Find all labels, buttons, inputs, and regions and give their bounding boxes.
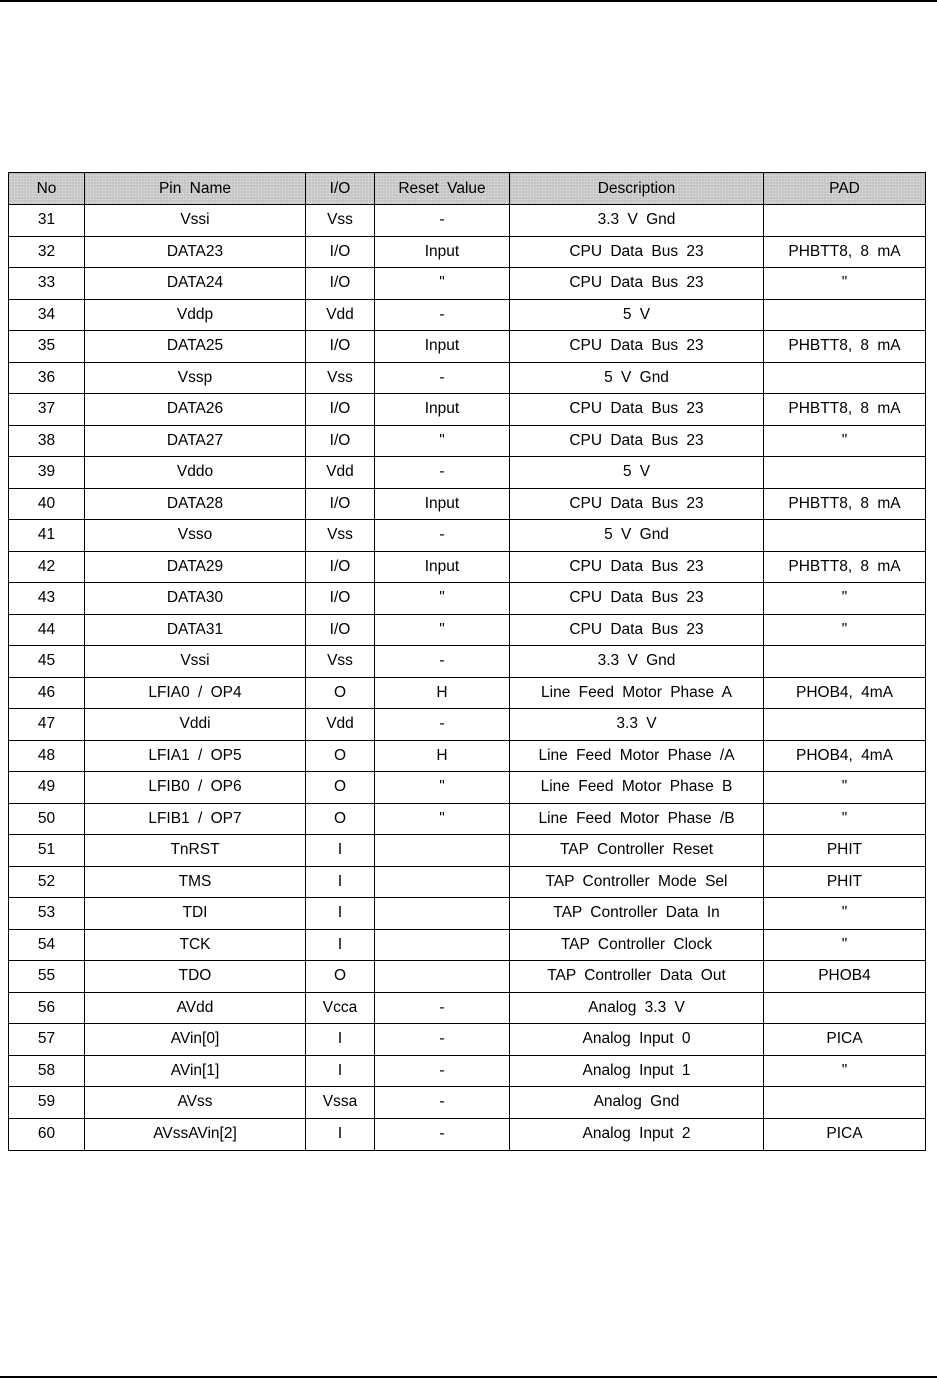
table-row xyxy=(9,614,926,646)
pin-name-cell: AVin[0] xyxy=(85,1024,306,1056)
no-cell: 53 xyxy=(9,898,85,930)
pad-cell xyxy=(764,646,926,678)
table-row xyxy=(9,1055,926,1087)
pin-name-cell: DATA27 xyxy=(85,425,306,457)
reset-value-cell: Input xyxy=(375,394,510,426)
io-cell: Vdd xyxy=(306,709,375,741)
pin-name-cell: TDO xyxy=(85,961,306,993)
reset-value-cell xyxy=(375,929,510,961)
no-cell: 51 xyxy=(9,835,85,867)
description-cell: 5 V Gnd xyxy=(510,362,764,394)
description-cell: 5 V Gnd xyxy=(510,520,764,552)
reset-value-cell: - xyxy=(375,299,510,331)
io-cell: I/O xyxy=(306,583,375,615)
reset-value-cell: - xyxy=(375,1118,510,1150)
no-cell: 54 xyxy=(9,929,85,961)
pad-cell: " xyxy=(764,425,926,457)
reset-value-cell: Input xyxy=(375,488,510,520)
no-cell: 34 xyxy=(9,299,85,331)
pin-name-cell: DATA25 xyxy=(85,331,306,363)
pin-name-cell: Vssp xyxy=(85,362,306,394)
no-cell: 57 xyxy=(9,1024,85,1056)
io-cell: Vssa xyxy=(306,1087,375,1119)
pad-cell xyxy=(764,992,926,1024)
table-row xyxy=(9,961,926,993)
description-cell: CPU Data Bus 23 xyxy=(510,331,764,363)
pin-name-cell: DATA29 xyxy=(85,551,306,583)
table-row xyxy=(9,205,926,237)
io-cell: O xyxy=(306,740,375,772)
pad-cell: PHIT xyxy=(764,835,926,867)
no-cell: 45 xyxy=(9,646,85,678)
pad-cell: PHBTT8, 8 mA xyxy=(764,488,926,520)
io-cell: I/O xyxy=(306,236,375,268)
no-cell: 43 xyxy=(9,583,85,615)
reset-value-cell xyxy=(375,898,510,930)
no-cell: 37 xyxy=(9,394,85,426)
pin-name-cell: Vddo xyxy=(85,457,306,489)
no-cell: 42 xyxy=(9,551,85,583)
no-cell: 52 xyxy=(9,866,85,898)
pin-name-cell: Vssi xyxy=(85,646,306,678)
header-pad: PAD xyxy=(764,173,926,205)
pin-name-cell: DATA23 xyxy=(85,236,306,268)
table-row xyxy=(9,866,926,898)
pin-name-cell: LFIA0 / OP4 xyxy=(85,677,306,709)
io-cell: I xyxy=(306,835,375,867)
io-cell: Vss xyxy=(306,646,375,678)
description-cell: 5 V xyxy=(510,457,764,489)
description-cell: CPU Data Bus 23 xyxy=(510,614,764,646)
pad-cell xyxy=(764,205,926,237)
pin-name-cell: DATA31 xyxy=(85,614,306,646)
description-cell: TAP Controller Clock xyxy=(510,929,764,961)
pin-name-cell: AVssAVin[2] xyxy=(85,1118,306,1150)
pad-cell xyxy=(764,299,926,331)
pad-cell: " xyxy=(764,614,926,646)
description-cell: CPU Data Bus 23 xyxy=(510,268,764,300)
description-cell: TAP Controller Data In xyxy=(510,898,764,930)
table-row xyxy=(9,772,926,804)
header-pin-name: Pin Name xyxy=(85,173,306,205)
no-cell: 58 xyxy=(9,1055,85,1087)
table-row xyxy=(9,457,926,489)
io-cell: Vcca xyxy=(306,992,375,1024)
no-cell: 55 xyxy=(9,961,85,993)
reset-value-cell: Input xyxy=(375,331,510,363)
description-cell: CPU Data Bus 23 xyxy=(510,236,764,268)
io-cell: Vss xyxy=(306,362,375,394)
reset-value-cell: - xyxy=(375,205,510,237)
pad-cell: PHBTT8, 8 mA xyxy=(764,236,926,268)
pad-cell xyxy=(764,709,926,741)
pad-cell: PHIT xyxy=(764,866,926,898)
io-cell: I xyxy=(306,1118,375,1150)
pin-name-cell: DATA28 xyxy=(85,488,306,520)
table-row xyxy=(9,268,926,300)
pin-name-cell: AVin[1] xyxy=(85,1055,306,1087)
table-row xyxy=(9,709,926,741)
io-cell: I xyxy=(306,1055,375,1087)
reset-value-cell: " xyxy=(375,772,510,804)
reset-value-cell: Input xyxy=(375,236,510,268)
pin-name-cell: LFIB0 / OP6 xyxy=(85,772,306,804)
table-row xyxy=(9,236,926,268)
pad-cell: " xyxy=(764,898,926,930)
reset-value-cell: - xyxy=(375,709,510,741)
pad-cell: PICA xyxy=(764,1024,926,1056)
pin-name-cell: TMS xyxy=(85,866,306,898)
io-cell: Vss xyxy=(306,205,375,237)
pad-cell: " xyxy=(764,268,926,300)
reset-value-cell: - xyxy=(375,362,510,394)
pin-name-cell: TDI xyxy=(85,898,306,930)
description-cell: Line Feed Motor Phase /B xyxy=(510,803,764,835)
description-cell: Analog Input 0 xyxy=(510,1024,764,1056)
description-cell: CPU Data Bus 23 xyxy=(510,551,764,583)
header-row xyxy=(9,173,926,205)
pad-cell: " xyxy=(764,803,926,835)
no-cell: 33 xyxy=(9,268,85,300)
no-cell: 36 xyxy=(9,362,85,394)
no-cell: 39 xyxy=(9,457,85,489)
pad-cell: " xyxy=(764,772,926,804)
description-cell: TAP Controller Reset xyxy=(510,835,764,867)
description-cell: Analog Gnd xyxy=(510,1087,764,1119)
table-row xyxy=(9,1024,926,1056)
io-cell: I xyxy=(306,866,375,898)
io-cell: I/O xyxy=(306,331,375,363)
pin-name-cell: TCK xyxy=(85,929,306,961)
pad-cell: " xyxy=(764,1055,926,1087)
table-row xyxy=(9,551,926,583)
reset-value-cell: - xyxy=(375,646,510,678)
pad-cell xyxy=(764,457,926,489)
pad-cell: PHBTT8, 8 mA xyxy=(764,394,926,426)
description-cell: Line Feed Motor Phase A xyxy=(510,677,764,709)
description-cell: CPU Data Bus 23 xyxy=(510,394,764,426)
no-cell: 35 xyxy=(9,331,85,363)
no-cell: 56 xyxy=(9,992,85,1024)
table-row xyxy=(9,362,926,394)
description-cell: 3.3 V Gnd xyxy=(510,205,764,237)
io-cell: I xyxy=(306,929,375,961)
table-row xyxy=(9,1087,926,1119)
io-cell: I/O xyxy=(306,394,375,426)
no-cell: 31 xyxy=(9,205,85,237)
table-header xyxy=(9,173,926,205)
io-cell: I/O xyxy=(306,614,375,646)
pad-cell xyxy=(764,362,926,394)
table-row xyxy=(9,740,926,772)
io-cell: I/O xyxy=(306,425,375,457)
description-cell: Analog Input 1 xyxy=(510,1055,764,1087)
table-row xyxy=(9,299,926,331)
table-row xyxy=(9,929,926,961)
pin-name-cell: DATA24 xyxy=(85,268,306,300)
table-row xyxy=(9,646,926,678)
io-cell: I xyxy=(306,1024,375,1056)
pin-table xyxy=(8,172,926,1151)
no-cell: 48 xyxy=(9,740,85,772)
table-row xyxy=(9,425,926,457)
description-cell: 5 V xyxy=(510,299,764,331)
pad-cell: PHBTT8, 8 mA xyxy=(764,331,926,363)
pin-name-cell: Vsso xyxy=(85,520,306,552)
reset-value-cell: - xyxy=(375,1055,510,1087)
no-cell: 32 xyxy=(9,236,85,268)
no-cell: 40 xyxy=(9,488,85,520)
header-description: Description xyxy=(510,173,764,205)
no-cell: 50 xyxy=(9,803,85,835)
reset-value-cell: Input xyxy=(375,551,510,583)
no-cell: 49 xyxy=(9,772,85,804)
no-cell: 47 xyxy=(9,709,85,741)
pin-name-cell: LFIA1 / OP5 xyxy=(85,740,306,772)
no-cell: 38 xyxy=(9,425,85,457)
reset-value-cell xyxy=(375,961,510,993)
pad-cell xyxy=(764,520,926,552)
no-cell: 60 xyxy=(9,1118,85,1150)
table-row xyxy=(9,992,926,1024)
pin-name-cell: AVdd xyxy=(85,992,306,1024)
description-cell: CPU Data Bus 23 xyxy=(510,488,764,520)
header-reset-value: Reset Value xyxy=(375,173,510,205)
io-cell: Vdd xyxy=(306,299,375,331)
pin-name-cell: Vddp xyxy=(85,299,306,331)
io-cell: I/O xyxy=(306,551,375,583)
pin-name-cell: TnRST xyxy=(85,835,306,867)
description-cell: TAP Controller Data Out xyxy=(510,961,764,993)
table-row xyxy=(9,394,926,426)
pad-cell: PHOB4, 4mA xyxy=(764,740,926,772)
description-cell: CPU Data Bus 23 xyxy=(510,425,764,457)
pad-cell: " xyxy=(764,583,926,615)
bottom-rule xyxy=(0,1376,937,1378)
top-rule xyxy=(0,0,937,2)
header-no: No xyxy=(9,173,85,205)
no-cell: 41 xyxy=(9,520,85,552)
io-cell: O xyxy=(306,961,375,993)
table-row xyxy=(9,331,926,363)
reset-value-cell: " xyxy=(375,425,510,457)
reset-value-cell: - xyxy=(375,1024,510,1056)
io-cell: I/O xyxy=(306,488,375,520)
table-row xyxy=(9,898,926,930)
table-row xyxy=(9,520,926,552)
reset-value-cell: - xyxy=(375,1087,510,1119)
pad-cell: PHOB4, 4mA xyxy=(764,677,926,709)
reset-value-cell: H xyxy=(375,740,510,772)
pin-name-cell: Vddi xyxy=(85,709,306,741)
io-cell: O xyxy=(306,677,375,709)
pin-name-cell: DATA26 xyxy=(85,394,306,426)
description-cell: Analog Input 2 xyxy=(510,1118,764,1150)
pad-cell: PICA xyxy=(764,1118,926,1150)
pin-name-cell: AVss xyxy=(85,1087,306,1119)
pad-cell: PHBTT8, 8 mA xyxy=(764,551,926,583)
table-row xyxy=(9,835,926,867)
table-row xyxy=(9,677,926,709)
reset-value-cell: " xyxy=(375,268,510,300)
description-cell: Analog 3.3 V xyxy=(510,992,764,1024)
table-row xyxy=(9,488,926,520)
pin-name-cell: Vssi xyxy=(85,205,306,237)
description-cell: TAP Controller Mode Sel xyxy=(510,866,764,898)
table-row xyxy=(9,803,926,835)
reset-value-cell: " xyxy=(375,614,510,646)
no-cell: 46 xyxy=(9,677,85,709)
reset-value-cell: H xyxy=(375,677,510,709)
io-cell: O xyxy=(306,772,375,804)
io-cell: Vdd xyxy=(306,457,375,489)
io-cell: I xyxy=(306,898,375,930)
pin-name-cell: DATA30 xyxy=(85,583,306,615)
no-cell: 44 xyxy=(9,614,85,646)
reset-value-cell xyxy=(375,835,510,867)
io-cell: I/O xyxy=(306,268,375,300)
pad-cell: " xyxy=(764,929,926,961)
description-cell: Line Feed Motor Phase /A xyxy=(510,740,764,772)
pad-cell: PHOB4 xyxy=(764,961,926,993)
reset-value-cell: - xyxy=(375,992,510,1024)
description-cell: 3.3 V Gnd xyxy=(510,646,764,678)
reset-value-cell: - xyxy=(375,520,510,552)
reset-value-cell: " xyxy=(375,803,510,835)
pin-name-cell: LFIB1 / OP7 xyxy=(85,803,306,835)
table-body xyxy=(9,205,926,1151)
description-cell: Line Feed Motor Phase B xyxy=(510,772,764,804)
io-cell: O xyxy=(306,803,375,835)
header-io: I/O xyxy=(306,173,375,205)
io-cell: Vss xyxy=(306,520,375,552)
no-cell: 59 xyxy=(9,1087,85,1119)
description-cell: CPU Data Bus 23 xyxy=(510,583,764,615)
description-cell: 3.3 V xyxy=(510,709,764,741)
reset-value-cell: - xyxy=(375,457,510,489)
table-row xyxy=(9,583,926,615)
table-row xyxy=(9,1118,926,1150)
reset-value-cell: " xyxy=(375,583,510,615)
reset-value-cell xyxy=(375,866,510,898)
pad-cell xyxy=(764,1087,926,1119)
